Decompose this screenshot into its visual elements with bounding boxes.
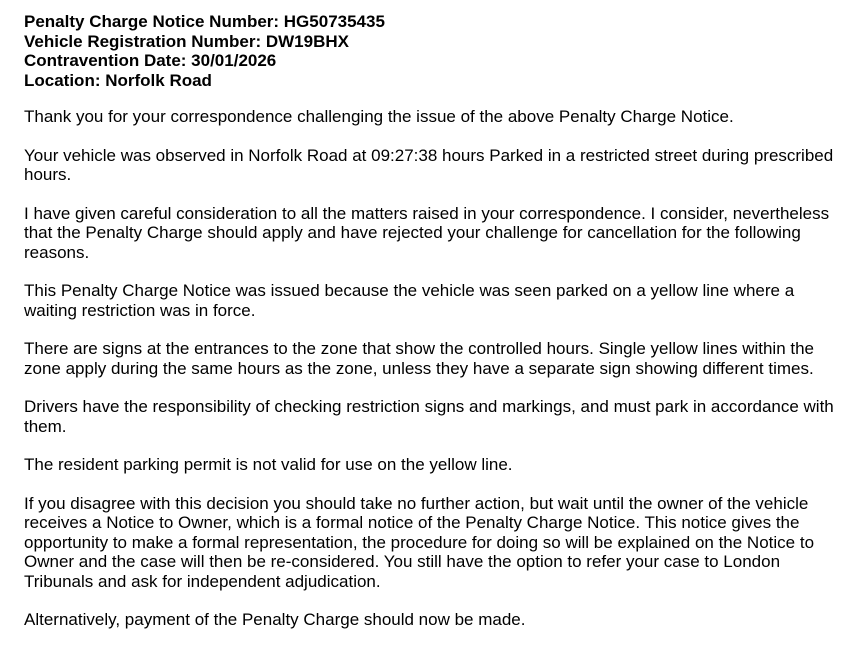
pcn-number: Penalty Charge Notice Number: HG50735435 bbox=[24, 12, 385, 31]
notice-header bbox=[24, 12, 840, 90]
letter-body bbox=[24, 107, 840, 630]
paragraph-observation: Your vehicle was observed in Norfolk Road at 09:27:38 hours Parked in a restricted street during prescribed hours. bbox=[24, 145, 834, 184]
paragraph-reason-yellow-line: This Penalty Charge Notice was issued because the vehicle was seen parked on a yellow line where a waiting restriction was in force. bbox=[24, 281, 795, 320]
paragraph-payment: Alternatively, payment of the Penalty Charge should now be made. bbox=[24, 610, 526, 629]
paragraph-signs: There are signs at the entrances to the zone that show the controlled hours. Single yellow lines within the zone apply during the same hours as the zone, unless they have a separate sign showing different times. bbox=[24, 339, 815, 378]
location: Location: Norfolk Road bbox=[24, 70, 212, 90]
paragraph-disagree: If you disagree with this decision you should take no further action, but wait until the owner of the vehicle receives a Notice to Owner, which is a formal notice of the Penalty Charge Notice. This notice gives the opportunity to make a formal representation, the procedure for doing so will be explained on the Notice to Owner and the case will then be re-considered. You still have the option to refer your case to London Tribunals and ask for independent adjudication. bbox=[24, 493, 815, 591]
paragraph-driver-responsibility: Drivers have the responsibility of checking restriction signs and markings, and must park in accordance with them. bbox=[24, 397, 834, 436]
paragraph-thank-you: Thank you for your correspondence challenging the issue of the above Penalty Charge Notice. bbox=[24, 107, 734, 126]
vehicle-registration: Vehicle Registration Number: DW19BHX bbox=[24, 31, 349, 51]
paragraph-permit: The resident parking permit is not valid for use on the yellow line. bbox=[24, 455, 513, 474]
contravention-date: Contravention Date: 30/01/2026 bbox=[24, 51, 277, 70]
paragraph-consideration: I have given careful consideration to all the matters raised in your correspondence. I consider, nevertheless that the Penalty Charge should apply and have rejected your challenge for cancellation for the following reasons. bbox=[24, 203, 830, 262]
